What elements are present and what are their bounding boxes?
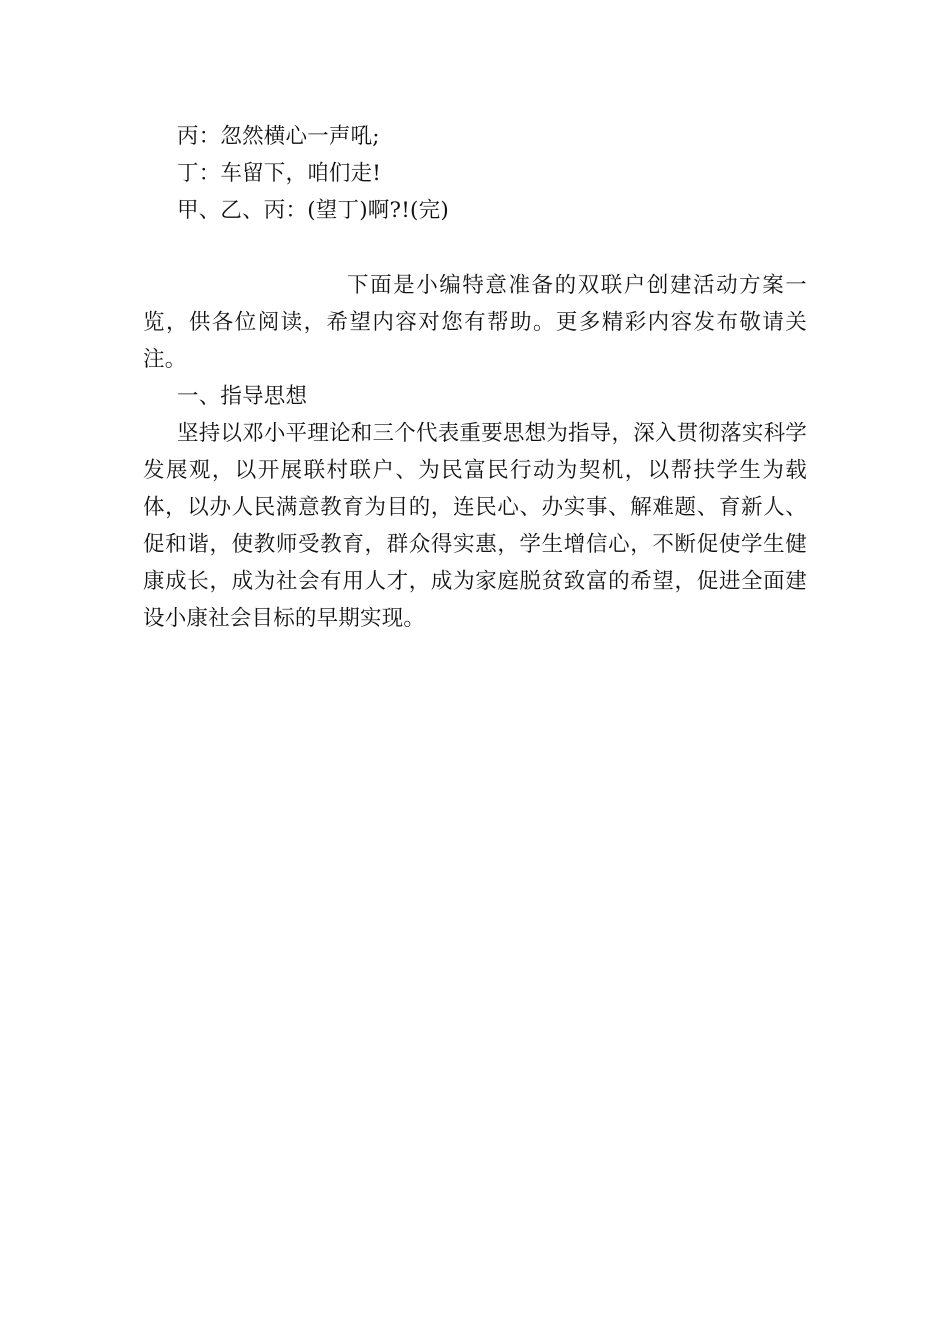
document-body <box>143 118 807 637</box>
dialogue-line-2: 丁：车留下，咱们走! <box>177 161 382 186</box>
section-heading: 一、指导思想 <box>177 384 308 409</box>
paragraph-gap <box>143 229 807 267</box>
dialogue-line-3: 甲、乙、丙：(望丁)啊?!(完) <box>177 198 449 223</box>
section-body-paragraph: 坚持以邓小平理论和三个代表重要思想为指导，深入贯彻落实科学发展观，以开展联村联户、为民富民行动为契机，以帮扶学生为载体，以办人民满意教育为目的，连民心、办实事、解难题、育新人、促和谐，使教师受教育，群众得实惠，学生增信心，不断促使学生健康成长，成为社会有用人才，成为家庭脱贫致富的希望，促进全面建设小康社会目标的早期实现。 <box>143 421 807 631</box>
intro-paragraph: 下面是小编特意准备的双联户创建活动方案一览，供各位阅读，希望内容对您有帮助。更多精彩内容发布敬请关注。 <box>143 273 807 372</box>
dialogue-line-1: 丙：忽然横心一声吼; <box>177 124 380 149</box>
